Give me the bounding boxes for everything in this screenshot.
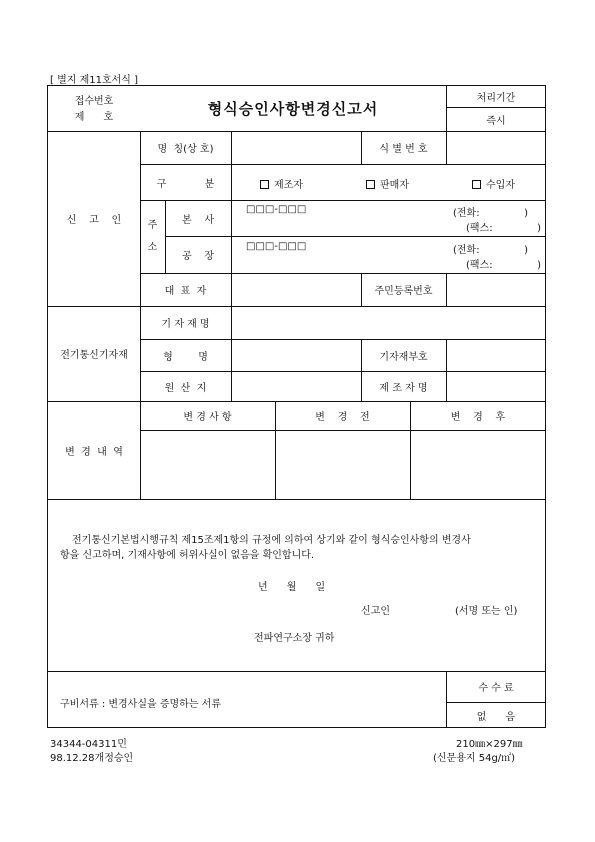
rule: [446, 339, 447, 401]
changes-section-label: 변 경 내 역: [65, 446, 123, 458]
option-label: 판매자: [380, 180, 409, 191]
paper-size: 210㎜×297㎜: [456, 739, 523, 750]
option-label: 수입자: [486, 180, 515, 191]
checkbox-icon: [472, 180, 481, 189]
rule: [231, 131, 232, 164]
rule: [231, 273, 232, 306]
addressee: 전파연구소장 귀하: [254, 633, 335, 644]
declaration-line-2: 항을 신고하며, 기재사항에 허위사실이 없음을 확인합니다.: [60, 550, 315, 561]
origin-label: 원 산 지: [164, 382, 207, 394]
change-item-header: 변 경 사 항: [183, 412, 232, 423]
hq-phone-label: (전화: ): [453, 208, 528, 219]
receipt-number-label: 접수번호: [74, 95, 114, 107]
receipt-number-field: 제 호: [74, 111, 114, 123]
reporter-section-label: 신 고 인: [66, 215, 122, 226]
signature-note: (서명 또는 인): [455, 606, 518, 617]
change-report-form: [47, 85, 546, 728]
form-reference: [ 별지 제11호서식 ]: [50, 75, 139, 86]
id-number-label: 식 별 번 호: [379, 144, 428, 155]
option-label: 제조자: [274, 180, 303, 191]
hq-postcode: □□□-□□□: [246, 204, 307, 215]
equipment-name-label: 기 자 재 명: [161, 319, 210, 330]
before-change-header: 변 경 전: [315, 412, 370, 423]
rule: [231, 306, 232, 401]
option-importer[interactable]: [472, 176, 515, 191]
approval-date: 98.12.28개정승인: [50, 753, 134, 764]
category-label: 구 분: [156, 178, 215, 190]
option-manufacturer[interactable]: [260, 176, 303, 191]
rule: [446, 273, 447, 306]
rule: [231, 200, 232, 273]
fee-value: 없 음: [476, 711, 516, 723]
processing-period-value: 즉시: [486, 115, 506, 127]
required-documents: 구비서류 : 변경사실을 증명하는 서류: [60, 699, 221, 710]
after-change-header: 변 경 후: [450, 412, 506, 423]
form-title: 형식승인사항변경신고서: [207, 100, 379, 118]
processing-period-label: 처리기간: [476, 93, 516, 104]
declaration-line-1: 전기통신기본법시행규칙 제15조제1항의 규정에 의하여 상기와 같이 형식승인사항의 변경사: [72, 535, 471, 546]
company-name-label: 명 칭(상 호): [157, 144, 214, 155]
hq-fax-label: (팩스: ): [466, 223, 541, 234]
address-label: 주 소: [147, 220, 158, 253]
factory-label: 공 장: [181, 251, 215, 262]
rule: [446, 131, 447, 164]
option-seller[interactable]: [366, 176, 409, 191]
manufacturer-name-label: 제 조 자 명: [379, 382, 428, 394]
resident-number-label: 주민등록번호: [374, 286, 433, 297]
checkbox-icon: [366, 180, 375, 189]
equipment-code-label: 기자재부호: [379, 351, 428, 363]
factory-fax-label: (팩스: ): [466, 260, 541, 271]
headquarters-label: 본 사: [181, 214, 215, 226]
model-name-label: 형 명: [163, 351, 208, 363]
paper-type: (신문용지 54g/㎡): [433, 753, 516, 764]
fee-label: 수 수 료: [478, 683, 514, 694]
form-code: 34344-04311민: [50, 739, 127, 750]
rule: [231, 164, 232, 200]
rule: [140, 430, 546, 431]
signer-label: 신고인: [361, 606, 390, 617]
factory-postcode: □□□-□□□: [246, 241, 307, 252]
checkbox-icon: [260, 180, 269, 189]
date-line: 년 월 일: [258, 582, 326, 593]
factory-phone-label: (전화: ): [453, 245, 528, 256]
representative-label: 대 표 자: [164, 286, 207, 297]
equipment-section-label: 전기통신기자재: [60, 350, 128, 361]
rule: [48, 499, 546, 500]
